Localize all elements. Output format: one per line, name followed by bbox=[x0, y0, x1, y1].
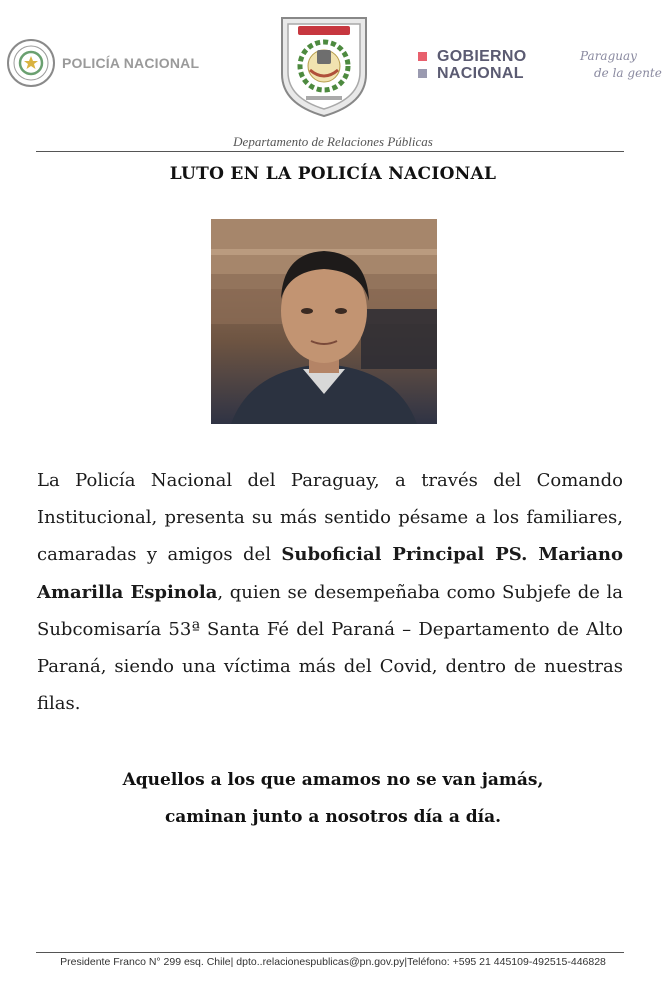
gov-line1: GOBIERNO bbox=[437, 48, 527, 65]
square-icon bbox=[418, 69, 427, 78]
gov-line2: NACIONAL bbox=[437, 65, 524, 82]
slogan-line2: de la gente bbox=[594, 66, 662, 80]
message-details: , quien se desempeñaba como Subjefe de la Subcomisaría 53ª Santa Fé del Paraná – Departamento de Alto Paraná, siendo una víctima más del Covid, dentro de nuestras filas. bbox=[37, 581, 623, 715]
portrait-photo bbox=[211, 219, 437, 424]
divider bbox=[36, 952, 624, 953]
divider bbox=[36, 151, 624, 152]
footer-contact: Presidente Franco N° 299 esq. Chile| dpto..relacionespublicas@pn.gov.py|Teléfono: +595 21 445109-492515-446828 bbox=[60, 956, 606, 968]
officer-name: Suboficial Principal PS. Mariano Amarilla Espinola bbox=[37, 544, 623, 603]
quote-line2: caminan junto a nosotros día a día. bbox=[164, 807, 502, 827]
page-title: LUTO EN LA POLICÍA NACIONAL bbox=[169, 164, 497, 184]
national-seal-icon bbox=[6, 38, 56, 88]
memorial-quote bbox=[0, 762, 666, 836]
slogan bbox=[580, 48, 662, 82]
quote-line1: Aquellos a los que amamos no se van jamás, bbox=[122, 770, 544, 790]
square-icon bbox=[418, 52, 427, 61]
org-label: POLICÍA NACIONAL bbox=[62, 55, 200, 71]
letterhead bbox=[0, 0, 666, 149]
slogan-line1: Paraguay bbox=[580, 49, 637, 63]
department-name: Departamento de Relaciones Públicas bbox=[233, 134, 433, 149]
message-intro: La Policía Nacional del Paraguay, a través del Comando Institucional, presenta su más sentido pésame a los familiares, camaradas y amigos del bbox=[37, 470, 623, 566]
government-logo bbox=[418, 48, 527, 82]
police-shield-icon bbox=[276, 12, 372, 118]
condolence-message bbox=[37, 462, 623, 722]
